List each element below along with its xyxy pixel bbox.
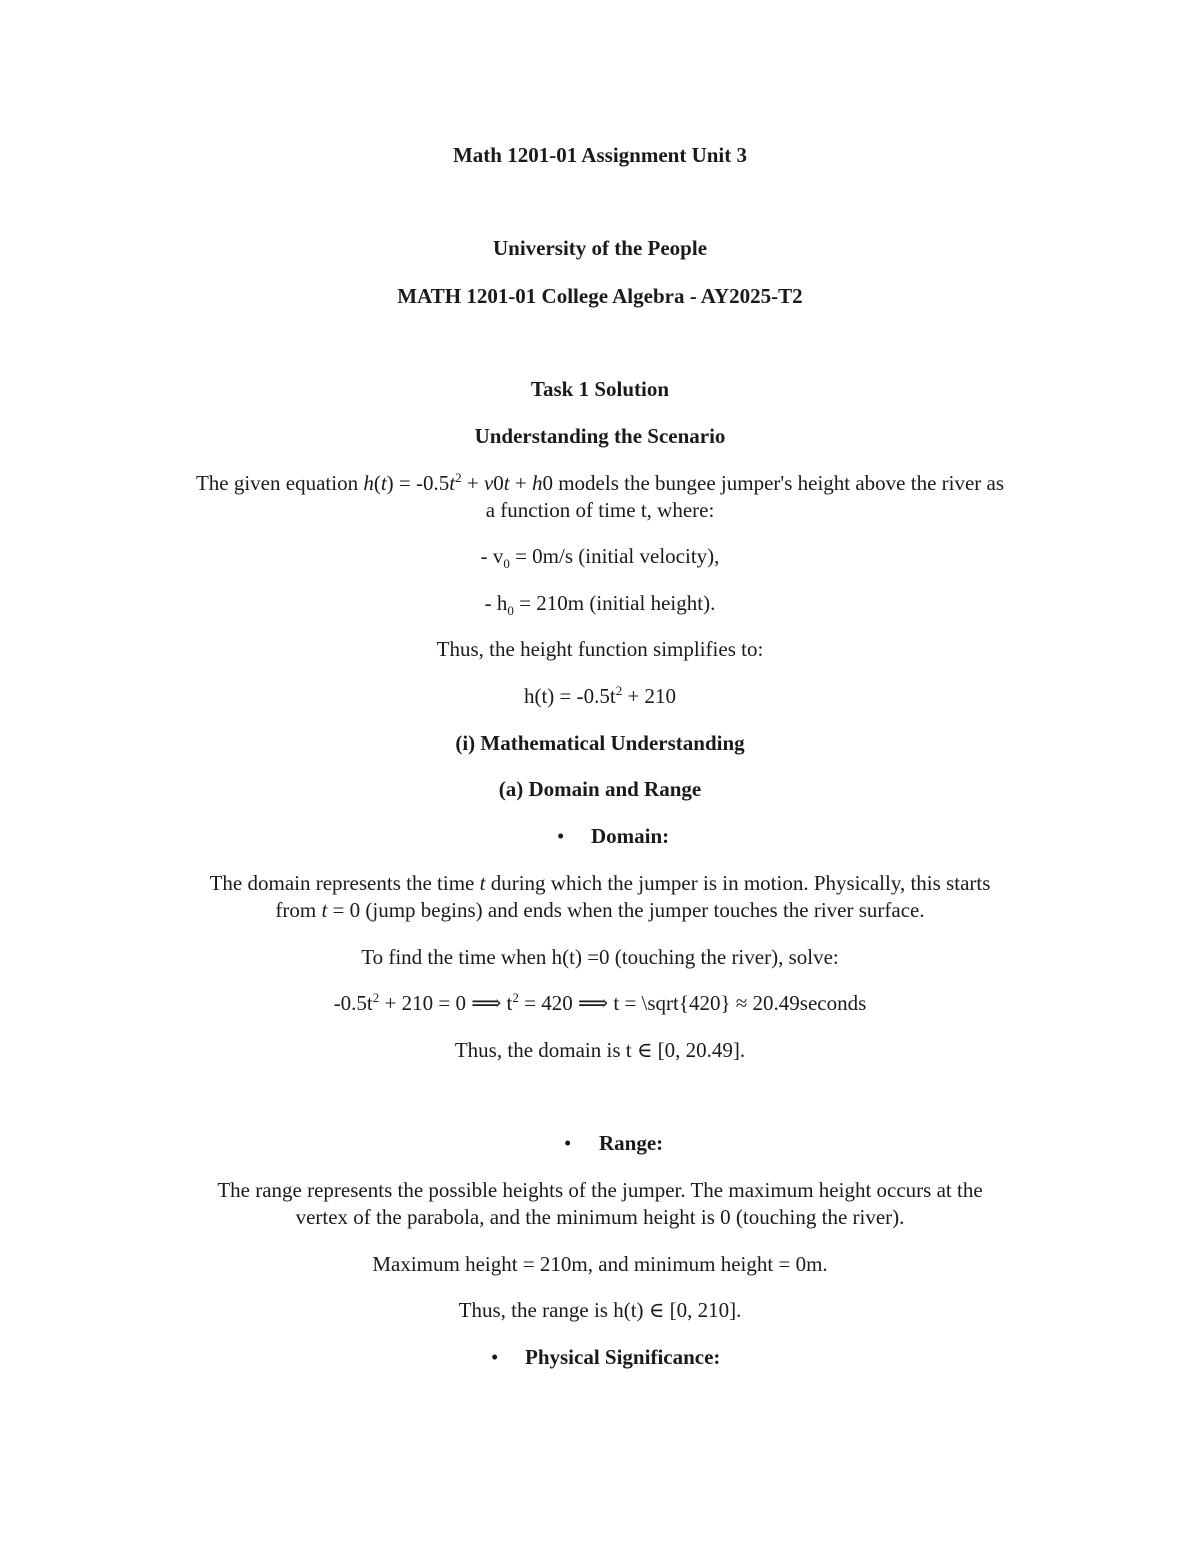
var-t: t <box>321 898 328 922</box>
domain-text: = 0 (jump begins) and ends when the jumper touches the river surface. <box>327 898 925 922</box>
exponent: 2 <box>615 683 623 698</box>
domain-text: from <box>275 898 322 922</box>
var-h: h <box>531 471 543 495</box>
domain-line-1 <box>0 870 1200 897</box>
intro-text: models the bungee jumper's height above the river as <box>552 471 1005 495</box>
h0-text: - h <box>484 591 508 615</box>
physical-significance-label: Physical Significance: <box>525 1345 721 1369</box>
function-text: h(t) = -0.5t <box>523 684 616 708</box>
var-h: h <box>363 471 374 495</box>
var-v: v <box>483 471 494 495</box>
university-name: University of the People <box>492 236 708 260</box>
v0-definition <box>0 543 1200 570</box>
domain-text: during which the jumper is in motion. Physically, this starts <box>485 871 991 895</box>
domain-conclusion: Thus, the domain is t ∈ [0, 20.49]. <box>454 1038 746 1062</box>
digit-zero: 0 <box>493 471 504 495</box>
range-line-1: The range represents the possible heights of the jumper. The maximum height occurs at the <box>217 1178 983 1202</box>
eq-text: ) = -0.5 <box>386 471 450 495</box>
document-title: Math 1201-01 Assignment Unit 3 <box>452 143 747 167</box>
equation-text: + 210 = 0 ⟹ t <box>379 991 513 1015</box>
domain-label: Domain: <box>591 824 670 848</box>
paren-open: ( <box>373 471 381 495</box>
function-text: + 210 <box>622 684 677 708</box>
solve-instruction: To find the time when h(t) =0 (touching the river), solve: <box>361 945 839 969</box>
h0-text: = 210m (initial height). <box>513 591 716 615</box>
range-conclusion: Thus, the range is h(t) ∈ [0, 210]. <box>458 1298 742 1322</box>
h0-definition <box>0 590 1200 617</box>
bullet-icon: • <box>491 1345 499 1369</box>
range-line-2: vertex of the parabola, and the minimum height is 0 (touching the river). <box>295 1205 905 1229</box>
var-t: t <box>380 471 387 495</box>
bullet-icon: • <box>564 1131 572 1155</box>
v0-text: - v <box>480 544 504 568</box>
exponent: 2 <box>512 990 519 1005</box>
domain-line-2 <box>0 897 1200 924</box>
task-title: Task 1 Solution <box>530 377 670 401</box>
var-t: t <box>479 871 486 895</box>
v0-subscript: 0 <box>503 556 510 572</box>
equation-text: = 420 ⟹ t = \sqrt{420} ≈ 20.49seconds <box>518 991 867 1015</box>
intro-text: The given equation <box>195 471 364 495</box>
plus-sign: + <box>461 471 484 495</box>
var-t: t <box>449 471 456 495</box>
height-function <box>0 683 1200 710</box>
course-name: MATH 1201-01 College Algebra - AY2025-T2 <box>397 284 803 308</box>
v0-text: = 0m/s (initial velocity), <box>509 544 720 568</box>
exponent: 2 <box>455 470 462 485</box>
equation-text: -0.5t <box>333 991 373 1015</box>
math-understanding-heading: (i) Mathematical Understanding <box>455 731 745 755</box>
intro-line-2: a function of time t, where: <box>485 498 715 522</box>
h0-subscript: 0 <box>507 603 514 619</box>
simplifies-text: Thus, the height function simplifies to: <box>436 637 764 661</box>
plus-sign: + <box>509 471 532 495</box>
solve-equation <box>0 990 1200 1017</box>
range-maxmin: Maximum height = 210m, and minimum height = 0m. <box>372 1252 828 1276</box>
bullet-icon: • <box>557 824 565 848</box>
range-label: Range: <box>599 1131 664 1155</box>
var-t: t <box>503 471 510 495</box>
section-heading: Understanding the Scenario <box>474 424 726 448</box>
domain-text: The domain represents the time <box>209 871 480 895</box>
intro-line-1 <box>0 470 1200 497</box>
digit-zero: 0 <box>542 471 553 495</box>
exponent: 2 <box>372 990 380 1005</box>
domain-range-subheading: (a) Domain and Range <box>498 777 702 801</box>
